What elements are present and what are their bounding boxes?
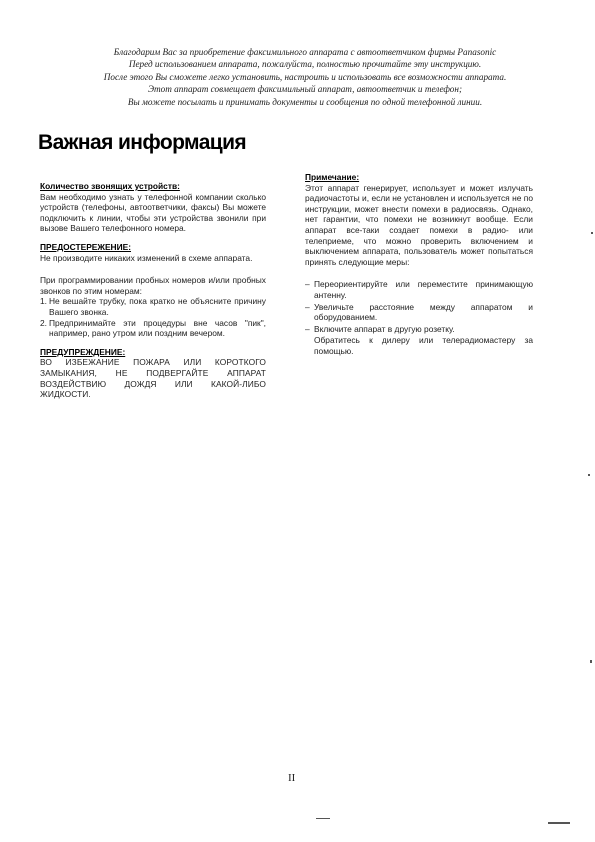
scan-speck	[316, 818, 330, 819]
page-title: Важная информация	[38, 131, 247, 154]
scan-speck	[590, 660, 592, 663]
list-item-text: Увеличьте расстояние между аппаратом и оборудованием.	[314, 301, 533, 323]
dash-bullet	[305, 335, 314, 356]
intro-line: Перед использованием аппарата, пожалуйста, полностью прочитайте эту инструкцию.	[128, 59, 482, 70]
list-item-text: Обратитесь к дилеру или телерадиомастеру за помощью.	[314, 335, 533, 356]
list-item-text: Предпринимайте эти процедуры вне часов "пик", например, рано утром или поздним вечером.	[49, 317, 266, 339]
test-calls-text: При программировании пробных номеров и/или пробных звонков по этим номерам:	[40, 275, 266, 296]
right-column	[305, 172, 533, 358]
list-item	[305, 324, 533, 335]
scan-speck	[588, 474, 590, 476]
list-item-number: 1.	[40, 296, 47, 307]
intro-line: После этого Вы сможете легко установить, настроить и использовать все возможности аппарата.	[103, 71, 507, 82]
list-item	[40, 296, 266, 317]
scan-speck	[591, 232, 593, 234]
scan-speck	[548, 822, 570, 824]
list-item-number: 2.	[40, 317, 47, 328]
warning-heading: ПРЕДУПРЕЖДЕНИЕ:	[40, 346, 126, 357]
dash-bullet: –	[305, 301, 310, 312]
list-item-text: Не вешайте трубку, пока кратко не объясните причину Вашего звонка.	[49, 296, 266, 317]
note-heading: Примечание:	[305, 172, 360, 182]
note-text: Этот аппарат генерирует, использует и может излучать радиочастоты и, если не установлен и используется не по инструкции, может внести помехи в радиосвязь. Однако, нет гарантии, что помехи не возникнут вообще. Если аппарат все-таки создает помехи в радио- или телеприеме, что можно проверить включением и выключением аппарата, пользователь может попытаться принять следующие меры:	[305, 182, 533, 267]
list-item	[40, 318, 266, 339]
devices-text: Вам необходимо узнать у телефонной компании сколько устройств (телефоны, автоответчики, факсы) Вы можете подключить к линии, чтобы эти устройства звонили при вызове Вашего телефонного номера.	[40, 191, 266, 234]
dash-bullet: –	[305, 323, 310, 334]
devices-heading: Количество звонящих устройств:	[40, 181, 180, 191]
caution-text: Не производите никаких изменений в схеме аппарата.	[40, 252, 253, 263]
page-number: II	[288, 772, 296, 784]
list-item-text: Переориентируйте или переместите принимающую антенну.	[314, 279, 533, 300]
list-item	[305, 302, 533, 323]
dash-bullet: –	[305, 279, 310, 290]
intro-line: Вы можете посылать и принимать документы и сообщения по одной телефонной линии.	[127, 96, 483, 107]
list-item	[305, 279, 533, 300]
list-item	[305, 335, 533, 356]
list-item-text: Включите аппарат в другую розетку.	[314, 323, 455, 334]
caution-heading: ПРЕДОСТЕРЕЖЕНИЕ:	[40, 241, 131, 252]
intro-line: Этот аппарат совмещает факсимильный аппарат, автоответчик и телефон;	[147, 84, 463, 95]
intro-line: Благодарим Вас за приобретение факсимильного аппарата с автоответчиком фирмы Panasonic	[113, 47, 497, 57]
intro-paragraph	[55, 46, 555, 108]
left-column	[40, 181, 266, 400]
warning-text: ВО ИЗБЕЖАНИЕ ПОЖАРА ИЛИ КОРОТКОГО ЗАМЫКАНИЯ, НЕ ПОДВЕРГАЙТЕ АППАРАТ ВОЗДЕЙСТВИЮ ДОЖДЯ ИЛИ КАКОЙ-ЛИБО ЖИДКОСТИ.	[40, 357, 266, 400]
